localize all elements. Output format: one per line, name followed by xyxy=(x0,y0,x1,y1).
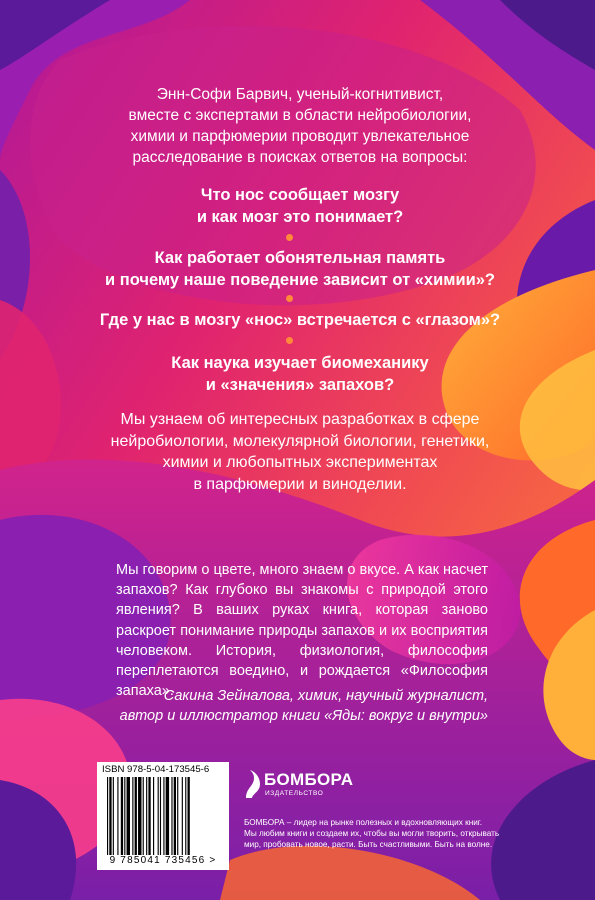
bullet-dot-icon xyxy=(286,337,293,344)
question-line: Как наука изучает биомеханику xyxy=(171,354,429,372)
barcode-stripe xyxy=(121,777,123,855)
publisher-line: мир, пробовать новое, расти. Быть счастливыми. Быть на волне. xyxy=(244,839,493,849)
barcode-stripe xyxy=(171,777,172,855)
publisher-subtitle: ИЗДАТЕЛЬСТВО xyxy=(265,790,324,797)
bombora-wave-icon xyxy=(244,770,262,800)
barcode-stripe xyxy=(135,777,137,855)
barcode-stripe xyxy=(163,777,164,855)
barcode-stripe xyxy=(158,777,159,855)
barcode-stripe xyxy=(146,777,147,855)
isbn-number: ISBN 978-5-04-173545-6 xyxy=(102,764,210,775)
question-line: и почему наше поведение зависит от «химии»? xyxy=(105,271,495,289)
question-3 xyxy=(60,309,540,331)
barcode-stripe xyxy=(166,777,169,855)
intro-line: вместе с экспертами в области нейробиологии, xyxy=(128,107,472,124)
review-quote: Мы говорим о цвете, много знаем о вкусе. А как насчет запахов? Как глубоко вы знакомы с природой этого явления? В ваших руках книга, которая заново раскроет понимание природы запахов и их восприятия человеком. История, физиология, философия переплетаются воедино, и рождается «Философия запаха». xyxy=(116,562,488,700)
barcode-stripe xyxy=(153,777,154,855)
description-line: нейробиологии, молекулярной биологии, генетики, xyxy=(110,432,490,450)
barcode-stripe xyxy=(127,777,130,855)
description-paragraph xyxy=(70,409,530,495)
author-line: автор и иллюстратор книги «Яды: вокруг и внутри» xyxy=(119,707,488,724)
barcode-stripe xyxy=(188,777,190,855)
question-line: и «значения» запахов? xyxy=(205,376,395,394)
barcode-stripe xyxy=(117,777,118,855)
question-2 xyxy=(60,247,540,291)
barcode-stripe xyxy=(132,777,133,855)
barcode-stripe xyxy=(177,777,178,855)
barcode-stripe xyxy=(174,777,176,855)
barcode-stripe xyxy=(143,777,144,855)
barcode-icon xyxy=(107,777,219,855)
barcode-stripe xyxy=(113,777,114,855)
publisher-line: Мы любим книги и создаем их, чтобы вы могли творить, открывать xyxy=(244,828,500,838)
intro-line: расследование в поисках ответов на вопросы: xyxy=(132,149,468,166)
question-line: Что нос сообщает мозгу xyxy=(200,186,400,204)
barcode-digits: 9 785041 735456 > xyxy=(109,855,217,866)
publisher-description xyxy=(244,818,524,850)
barcode-panel xyxy=(97,762,229,870)
barcode-stripe xyxy=(185,777,186,855)
question-line: Где у нас в мозгу «нос» встречается с «глазом»? xyxy=(99,311,501,329)
question-line: Как работает обонятельная память xyxy=(154,249,446,267)
intro-paragraph xyxy=(70,84,530,168)
question-4 xyxy=(60,352,540,396)
barcode-stripe xyxy=(109,777,111,855)
description-line: Мы узнаем об интересных разработках в сфере xyxy=(120,411,480,428)
description-line: в парфюмерии и виноделии. xyxy=(193,475,407,493)
question-line: и как мозг это понимает? xyxy=(196,208,404,226)
bullet-dot-icon xyxy=(286,234,293,241)
review-author xyxy=(60,687,488,726)
author-line: Сакина Зейналова, химик, научный журналист, xyxy=(163,688,488,704)
barcode-stripe xyxy=(182,777,183,855)
publisher-name: БОМБОРА xyxy=(264,770,354,789)
publisher-logo xyxy=(244,770,394,806)
barcode-stripe xyxy=(138,777,141,855)
intro-line: Энн-Софи Барвич, ученый-когнитивист, xyxy=(156,86,444,103)
intro-line: химии и парфюмерии проводит увлекательное xyxy=(130,128,470,145)
publisher-line: БОМБОРА – лидер на рынке полезных и вдохновляющих книг. xyxy=(244,818,483,827)
barcode-stripe xyxy=(160,777,161,855)
question-1 xyxy=(60,184,540,228)
barcode-stripe xyxy=(124,777,125,855)
barcode-stripe xyxy=(107,777,108,855)
barcode-stripe xyxy=(148,777,150,855)
bullet-dot-icon xyxy=(286,295,293,302)
description-line: химии и любопытных экспериментах xyxy=(162,454,438,471)
